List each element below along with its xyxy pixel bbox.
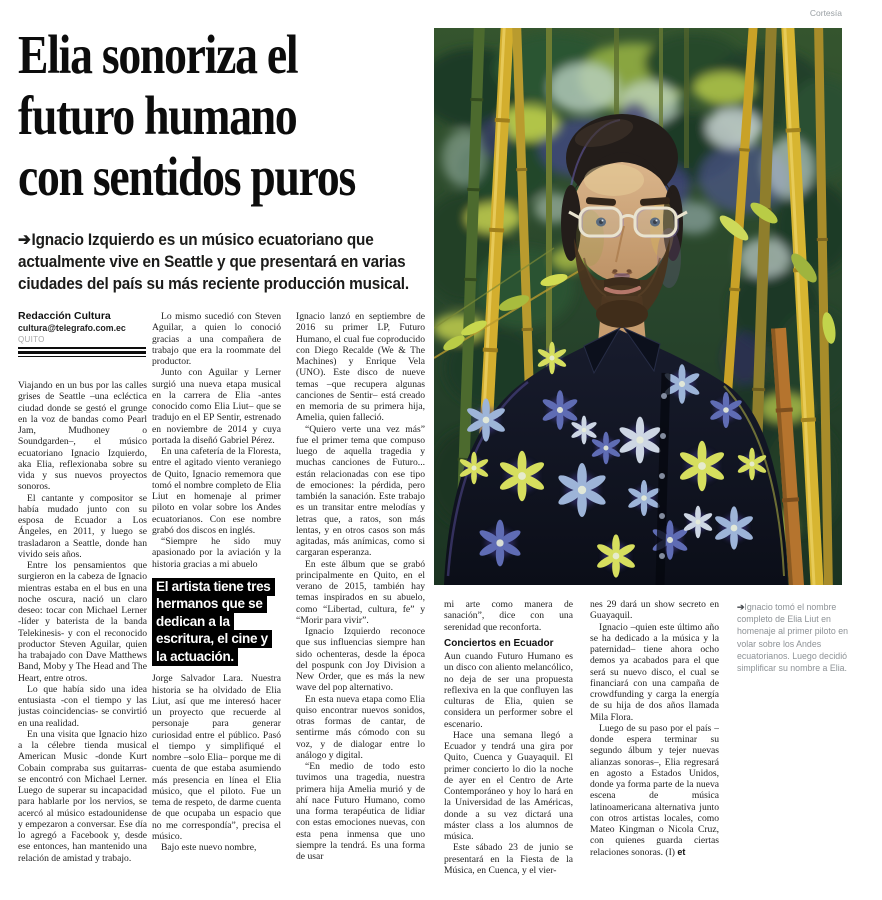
headline-line: con sentidos puros <box>18 146 355 207</box>
body-paragraph: Ignacio Izquierdo reconoce que sus influencias siempre han sido ochenteras, desde la época del pospunk con Joy Division a New Order, que es más la new wave del pop alternativo. <box>296 626 425 694</box>
body-paragraph: Aun cuando Futuro Humano es un disco con aliento melancólico, no deja de ser una propuesta reflexiva en la que confluyen las culturas de Elia, quien se considera un performer sobre el escenario. <box>444 651 573 730</box>
body-paragraph: mi arte como manera de sanación”, dice con una serenidad que reconforta. <box>444 599 573 633</box>
body-paragraph: “Quiero verte una vez más” fue el primer tema que compuso luego de aquella tragedia y muchas canciones de Futuro... están relacionadas con ese tipo de emociones: la pérdida, pero también la sanación. Este trabajo es un transitar entre melodías y letras que, a ratos, son más lentas, y en otros casos son más agitadas, más anímicas, como si cargaran esperanza. <box>296 423 425 559</box>
body-paragraph: “Siempre he sido muy apasionado por la aviación y la historia gracias a mi abuelo <box>152 536 281 570</box>
body-paragraph: Lo mismo sucedió con Steven Aguilar, a quien lo conoció gracias a una compañera de trabajo que era la roommate del productor. <box>152 311 281 367</box>
portrait-photo <box>434 28 842 585</box>
article-column-5 <box>590 599 719 889</box>
standfirst-text: Ignacio Izquierdo es un músico ecuatoriano que actualmente vive en Seattle y que presentará en varias ciudades del país su más reciente producción musical. <box>18 230 409 293</box>
body-paragraph: En este álbum que se grabó principalmente en Quito, en el verano de 2015, también hay temas inspirados en su abuelo, como “Libertad, cultura, fe” y “Morir para vivir”. <box>296 558 425 626</box>
body-paragraph: En esta nueva etapa como Elia quiso encontrar nuevos sonidos, otras formas de cantar, de sentirme más cómodo con su voz, y de dialogar entre lo análogo y digital. <box>296 693 425 761</box>
byline <box>18 310 148 344</box>
article-column-1 <box>18 380 147 888</box>
portrait-illustration <box>434 28 842 585</box>
body-paragraph: Entre los pensamientos que surgieron en la cabeza de Ignacio mientras estaba en el bus en una noche oscura, nació un claro deseo: tocar con Michael Lerner -líder y baterista de la banda Telekinesis- y con el reconocido productor Steven Aguilar, quien ha trabajado con Dave Matthews Band, Moby y The Head and The Heart, entre otros. <box>18 560 147 684</box>
byline-author: Redacción Cultura <box>18 310 111 322</box>
body-paragraph: En una visita que Ignacio hizo a la célebre tienda musical American Music -donde Kurt Cobain compraba sus guitarras- se encontró con Michael Lerner. Luego de superar su incapacidad para hablarle por los nervios, se acercó al músico estadounidense y empezaron a conversar. Ese día lo agregó a Facebook y, desde ese entonces, han mantenido una relación de amistad y trabajo. <box>18 728 147 864</box>
headline-line: futuro humano <box>18 85 297 146</box>
body-paragraph: Viajando en un bus por las calles grises de Seattle –una ecléctica ciudad donde se gestó el grunge en la voz de bandas como Pearl Jam, Mudhoney o Soundgarden–, el músico ecuatoriano Ignacio Izquierdo, aka Elia, reflexionaba sobre su vida y sus nuevos proyectos sonoros. <box>18 380 147 493</box>
headline-line: Elia sonoriza el <box>18 24 298 85</box>
body-paragraph: nes 29 dará un show secreto en Guayaquil. <box>590 599 719 622</box>
caption-text: Ignacio tomó el nombre completo de Elia Liut en homenaje al primer piloto en volar sobre los Andes ecuatorianos. Luego decidió simplificar su nombre a Elia. <box>737 602 849 674</box>
body-paragraph: Hace una semana llegó a Ecuador y tendrá una gira por Quito, Cuenca y Guayaquil. El primer concierto lo dio la noche de ayer en el Centro de Arte Contemporáneo y hoy lo hará en la Universidad de las Américas, donde a su vez dictará una máster class a los alumnos de música. <box>444 729 573 842</box>
photo-caption <box>737 601 861 674</box>
body-paragraph: Ignacio –quien este último año se ha dedicado a la música y la paternidad– tiene ahora ocho demos ya acabados para el que será su nuevo disco, el cual se financiará con una campaña de crowdfunding y carga la energía de su hija de dos años llamada Mila Flora. <box>590 621 719 723</box>
body-paragraph: Junto con Aguilar y Lerner surgió una nueva etapa musical en la carrera de Elia -antes conocido como Elia Liut– que se tradujo en el EP Sentir, estrenado en noviembre de 2014 y cuya portada la diseñó Gabriel Pérez. <box>152 367 281 446</box>
article-column-3 <box>296 311 425 889</box>
byline-divider <box>18 347 146 357</box>
byline-email: cultura@telegrafo.com.ec <box>18 323 126 333</box>
body-paragraph: El cantante y compositor se había mudado junto con su esposa de Ecuador a Los Ángeles, en 2011, y luego se trasladaron a Seattle, donde han vivido seis años. <box>18 492 147 560</box>
arrow-icon: ➔ <box>737 602 745 612</box>
arrow-icon: ➔ <box>18 230 31 249</box>
pull-quote-text: El artista tiene tres hermanos que se dedican a la escritura, el cine y la actuación. <box>152 578 275 666</box>
article-column-4 <box>444 599 573 889</box>
body-text: Luego de su paso por el país –donde espera terminar su segundo álbum y tejer nuevas alianzas sonoras–, Elia regresará en agosto a Estados Unidos, donde ya forma parte de la nueva escena de música latinoamericana alternativa junto con otros artistas locales, como Mateo Kingman o Nicola Cruz, con quienes guarda ciertas relaciones sonoras. (I) <box>590 722 719 858</box>
body-paragraph: Bajo este nuevo nombre, <box>161 842 257 853</box>
article-column-2 <box>152 311 281 889</box>
body-paragraph: En una cafetería de la Floresta, entre el agitado viento veraniego de Quito, Ignacio rememora que tomó el nombre completo de Elia Liut en homenaje al primer piloto en volar sobre los Andes ecuatorianos. Con ese nombre grabó dos discos en inglés. <box>152 446 281 536</box>
newspaper-logo-mark: et <box>677 846 686 857</box>
article-headline <box>18 24 433 207</box>
pull-quote <box>152 578 280 666</box>
body-paragraph: Lo que había sido una idea entusiasta -con el tiempo y las justas coincidencias- se convirtió en una realidad. <box>18 683 147 729</box>
byline-city: QUITO <box>18 335 45 344</box>
body-paragraph: “En medio de todo esto tuvimos una tragedia, nuestra primera hija Amelia murió y de ahí nace Futuro Humano, como una forma terapéutica de lidiar con estas emociones nuevas, con esta pena inmensa que uno siempre la tendrá. Es una forma de usar <box>296 761 425 862</box>
body-paragraph <box>590 723 719 858</box>
photo-credit: Cortesía <box>809 8 842 18</box>
body-paragraph: Este sábado 23 de junio se presentará en la Fiesta de la Música, en Cuenca, y el vier- <box>444 842 573 876</box>
body-paragraph: Jorge Salvador Lara. Nuestra historia se ha olvidado de Elia Liut, así que me interesó hacer un proyecto que recuerde al personaje para generar curiosidad entre el público. Pasó el tiempo y simplifiqué el nombre –solo Elia– porque me di cuenta de que estaba asumiendo más presencia en línea el Elia músico, que el piloto. Fue un tema de respeto, de darme cuenta de que ocupaba un espacio que no me correspondía”, precisa el músico. <box>152 673 281 842</box>
section-subhead: Conciertos en Ecuador <box>444 637 554 649</box>
standfirst <box>18 229 432 295</box>
body-paragraph: Ignacio lanzó en septiembre de 2016 su primer LP, Futuro Humano, el cual fue coproducido con Diego Recalde (We & The Machines) y Enrique Vela (UNO). Este disco de nueve temas –que recupera algunas canciones de Sentir– está creado en memoria de su primera hija, Amelia, quien falleció. <box>296 311 425 424</box>
